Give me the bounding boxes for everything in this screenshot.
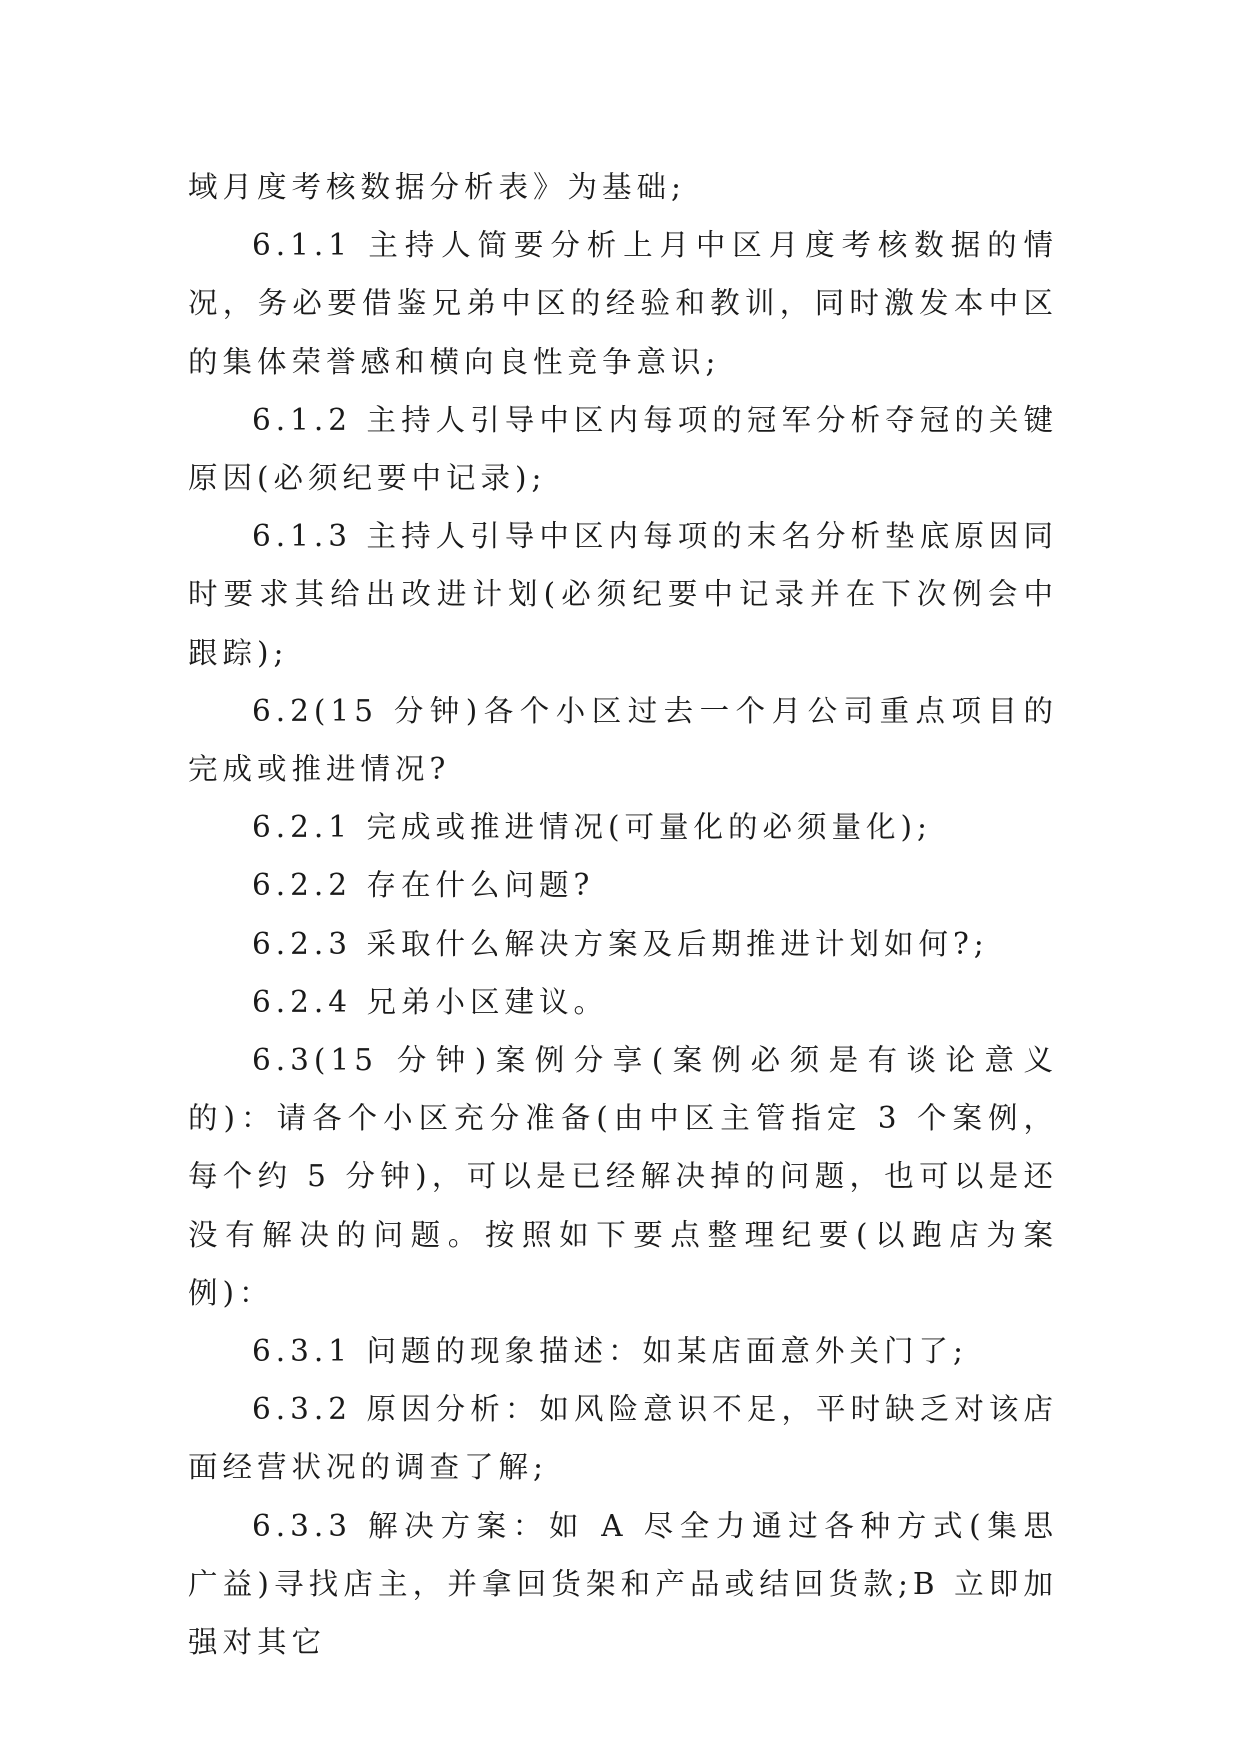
paragraph: 6.2.1 完成或推进情况(可量化的必须量化); (252, 810, 932, 845)
paragraph: 6.2.3 采取什么解决方案及后期推进计划如何?; (252, 926, 989, 961)
document-body (188, 158, 1058, 1671)
paragraph: 域月度考核数据分析表》为基础; (188, 170, 686, 204)
paragraph: 6.2.2 存在什么问题? (252, 868, 595, 903)
paragraph: 6.3.3 解决方案：如 A 尽全力通过各种方式(集思广益)寻找店主，并拿回货架和产品或结回货款;B 立即加强对其它 (188, 1508, 1058, 1660)
paragraph: 6.2(15 分钟)各个小区过去一个月公司重点项目的完成或推进情况? (188, 693, 1058, 787)
paragraph: 6.2.4 兄弟小区建议。 (252, 984, 608, 1019)
paragraph: 6.3.2 原因分析：如风险意识不足，平时缺乏对该店面经营状况的调查了解; (188, 1392, 1058, 1485)
paragraph: 6.1.3 主持人引导中区内每项的末名分析垫底原因同时要求其给出改进计划(必须纪要中记录并在下次例会中跟踪); (188, 519, 1058, 670)
paragraph: 6.1.2 主持人引导中区内每项的冠军分析夺冠的关键原因(必须纪要中记录); (188, 402, 1058, 496)
paragraph: 6.3(15 分钟)案例分享(案例必须是有谈论意义的)：请各个小区充分准备(由中区主管指定 3 个案例，每个约 5 分钟)，可以是已经解决掉的问题，也可以是还没有解决的问题。按照如下要点整理纪要(以跑店为案例)： (188, 1043, 1058, 1310)
paragraph: 6.3.1 问题的现象描述：如某店面意外关门了; (252, 1334, 968, 1369)
paragraph: 6.1.1 主持人简要分析上月中区月度考核数据的情况，务必要借鉴兄弟中区的经验和教训，同时激发本中区的集体荣誉感和横向良性竞争意识; (188, 228, 1058, 379)
